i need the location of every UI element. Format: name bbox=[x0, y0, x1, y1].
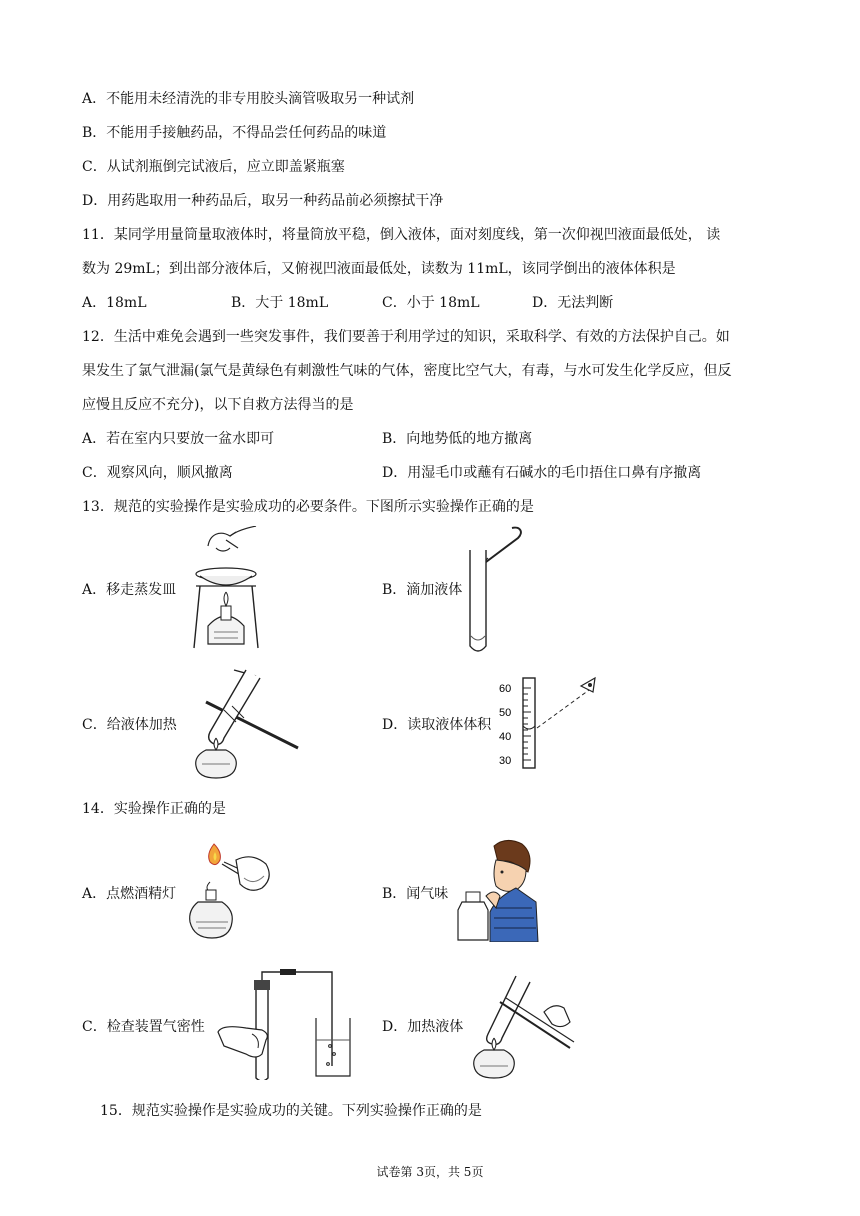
cylinder-tick-30: 30 bbox=[499, 755, 512, 767]
graduated-cylinder-illustration bbox=[497, 674, 617, 770]
heating-test-tube-illustration bbox=[186, 666, 300, 782]
cylinder-tick-40: 40 bbox=[499, 731, 512, 743]
dropper-test-tube-illustration bbox=[466, 526, 530, 656]
q12-stem-line2: 果发生了氯气泄漏(氯气是黄绿色有刺激性气味的气体，密度比空气大，有毒，与水可发生化学反应，但反 bbox=[82, 363, 732, 379]
q15-stem: 15．规范实验操作是实验成功的关键。下列实验操作正确的是 bbox=[100, 1103, 482, 1119]
cylinder-tick-60: 60 bbox=[499, 683, 512, 695]
q11-stem-line2: 数为 29mL；到出部分液体后，又俯视凹液面最低处，读数为 11mL，该同学倒出的液体体积是 bbox=[82, 261, 676, 277]
q14-option-b: B．闻气味 bbox=[382, 886, 449, 902]
q11-option-b: B．大于 18mL bbox=[231, 295, 329, 311]
page-footer: 试卷第 3页，共 5页 bbox=[376, 1165, 484, 1179]
q10-option-a: A．不能用未经清洗的非专用胶头滴管吸取另一种试剂 bbox=[82, 91, 415, 107]
q14-option-a: A．点燃酒精灯 bbox=[82, 886, 177, 902]
lighting-alcohol-lamp-illustration bbox=[186, 842, 274, 942]
q12-option-a: A．若在室内只要放一盆水即可 bbox=[82, 431, 275, 447]
q13-option-a: A．移走蒸发皿 bbox=[82, 582, 177, 598]
q12-stem-line3: 应慢且反应不充分)，以下自救方法得当的是 bbox=[82, 397, 354, 413]
q11-stem-line1: 11．某同学用量筒量取液体时，将量筒放平稳，倒入液体，面对刻度线，第一次仰视凹液面最低处， 读 bbox=[82, 227, 721, 243]
q13-option-d: D．读取液体体积 bbox=[382, 717, 492, 733]
q11-option-c: C．小于 18mL bbox=[382, 295, 480, 311]
q12-stem-line1: 12．生活中难免会遇到一些突发事件，我们要善于利用学过的知识，采取科学、有效的方法保护自己。如 bbox=[82, 329, 730, 345]
q11-option-d: D．无法判断 bbox=[532, 295, 614, 311]
q12-option-c: C．观察风向，顺风撤离 bbox=[82, 465, 233, 481]
heating-liquid-holder-illustration bbox=[466, 972, 576, 1082]
smelling-gas-illustration bbox=[456, 838, 540, 942]
q14-stem: 14．实验操作正确的是 bbox=[82, 801, 226, 817]
q12-option-d: D．用湿毛巾或蘸有石碱水的毛巾捂住口鼻有序撤离 bbox=[382, 465, 702, 481]
q11-option-a: A．18mL bbox=[82, 295, 147, 311]
q10-option-d: D．用药匙取用一种药品后，取另一种药品前必须擦拭干净 bbox=[82, 193, 444, 209]
q13-stem: 13．规范的实验操作是实验成功的必要条件。下图所示实验操作正确的是 bbox=[82, 499, 534, 515]
q14-option-c: C．检查装置气密性 bbox=[82, 1019, 205, 1035]
airtightness-check-illustration bbox=[216, 968, 352, 1080]
q13-option-b: B．滴加液体 bbox=[382, 582, 463, 598]
q14-option-d: D．加热液体 bbox=[382, 1019, 464, 1035]
cylinder-tick-50: 50 bbox=[499, 707, 512, 719]
q12-option-b: B．向地势低的地方撤离 bbox=[382, 431, 533, 447]
evaporating-dish-illustration bbox=[186, 526, 266, 654]
q10-option-b: B．不能用手接触药品，不得品尝任何药品的味道 bbox=[82, 125, 387, 141]
q10-option-c: C．从试剂瓶倒完试液后，应立即盖紧瓶塞 bbox=[82, 159, 345, 175]
q13-option-c: C．给液体加热 bbox=[82, 717, 177, 733]
